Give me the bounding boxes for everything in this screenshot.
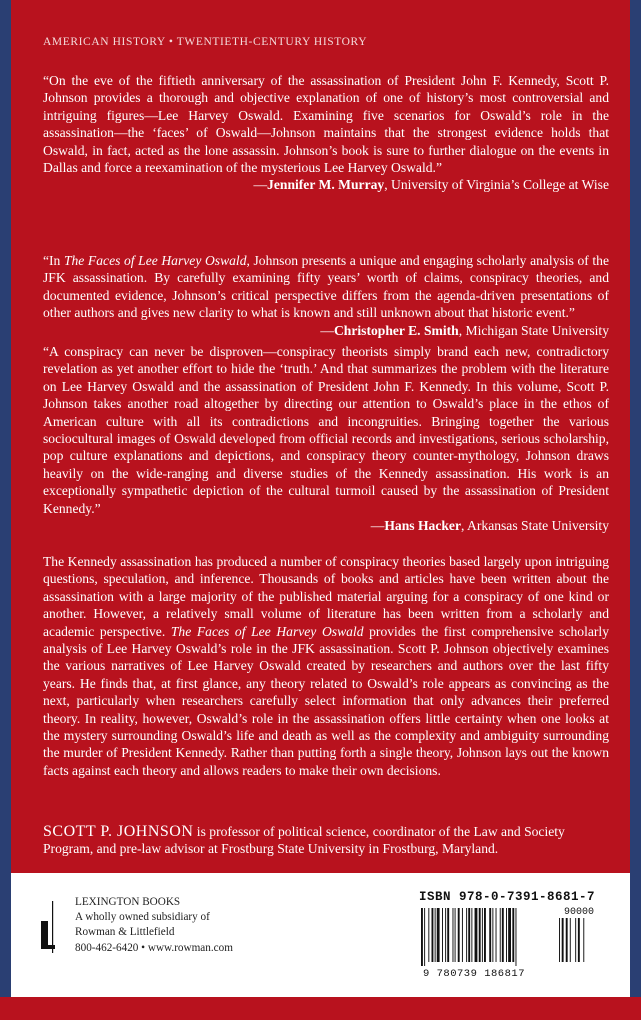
isbn-barcode	[419, 890, 607, 978]
back-cover	[11, 0, 630, 866]
reviewer-affiliation: Michigan State University	[465, 322, 609, 338]
review-quote-2	[43, 252, 609, 339]
quote-text: “On the eve of the fiftieth anniversary of the assassination of President John F. Kennedy, Scott P. Johnson provides a thorough and objective explanation of one of history’s most controversial and intriguing figures—Lee Harvey Oswald. Examining five scenarios for Oswald’s role in the assassination—the ‘faces’ of Oswald—Johnson maintains that the strongest evidence holds that Oswald, in fact, acted as the lone assassin. Johnson’s book is sure to further dialogue on the events in Dallas and force a reexamination of the mysterious Lee Harvey Oswald.”	[43, 73, 609, 176]
author-name: SCOTT P. JOHNSON	[43, 823, 194, 840]
quote-text: “In The Faces of Lee Harvey Oswald, Johnson presents a unique and engaging scholarly analysis of the JFK assassination. By carefully examining fifty years’ worth of claims, conspiracy theories, and documented evidence, Johnson’s critical perspective differs from the agenda-driven presentations of other authors and gives new clarity to what is known and still unknown about that historic event.” —Christopher E. Smith, Michigan State University	[43, 253, 609, 338]
reviewer-affiliation: University of Virginia’s College at Wise	[391, 177, 609, 193]
publisher-line-2: Rowman & Littlefield	[75, 926, 175, 939]
barcode-graphic	[419, 906, 607, 978]
isbn-number: ISBN 978-0-7391-8681-7	[419, 890, 596, 904]
publisher-name: LEXINGTON BOOKS	[75, 896, 181, 908]
reviewer-name: Jennifer M. Murray	[267, 177, 385, 193]
quote-attribution: —Hans Hacker, Arkansas State University	[370, 518, 609, 534]
author-bio-text: is professor of political science, coordinator of the Law and Society Program, and pre-law advisor at Frostburg State University in Frostburg, Maryland.	[43, 824, 565, 857]
review-quote-3	[43, 343, 609, 534]
publisher-info	[75, 895, 233, 956]
reviewer-affiliation: Arkansas State University	[467, 518, 609, 534]
author-bio	[43, 823, 609, 858]
quote-text: “A conspiracy can never be disproven—conspiracy theorists simply brand each new, contradictory revelation as yet another effort to hide the ‘truth.’ And that summarizes the problem with the literature on Lee Harvey Oswald and the assassination of President John F. Kennedy. In this volume, Scott P. Johnson takes another road altogether by directing our attention to Oswald’s place in the ethos of American culture with all its contradictions and incongruities. Bringing together the various sociocultural images of Oswald developed from official records and investigations, serious scholarship, pop culture explanations and depictions, and conspiracy theory counter-mythology, Johnson draws heavily on the wide-ranging and diverse studies of the Kennedy assassination. His work is an exceptionally sympathetic depiction of the cultural turmoil caused by the assassination of President Kennedy.”	[43, 344, 609, 516]
publisher-logo-icon	[41, 901, 57, 953]
book-title: The Faces of Lee Harvey Oswald	[63, 253, 247, 268]
publisher-panel	[11, 873, 630, 997]
left-blue-stripe	[0, 0, 11, 1020]
book-title: The Faces of Lee Harvey Oswald	[170, 623, 364, 639]
barcode-digits: 9 780739 186817	[423, 968, 526, 978]
barcode-bars-addon	[559, 918, 584, 962]
quote-attribution: —Christopher E. Smith, Michigan State University	[320, 322, 609, 338]
review-quote-1	[43, 72, 609, 194]
bottom-red-band	[0, 997, 641, 1020]
book-description	[43, 553, 609, 779]
publisher-line-1: A wholly owned subsidiary of	[75, 911, 210, 924]
reviewer-name: Christopher E. Smith	[333, 322, 459, 338]
publisher-contact: 800-462-6420 • www.rowman.com	[75, 941, 233, 954]
right-blue-stripe	[630, 0, 641, 1020]
reviewer-name: Hans Hacker	[384, 518, 461, 534]
barcode-bars-main	[421, 908, 516, 966]
description-text: The Kennedy assassination has produced a number of conspiracy theories based largely upon intriguing questions, speculation, and inference. Thousands of books and articles have been written about the assassination with a large majority of the published material arguing for a conspiracy of one kind or another. However, a relatively small volume of literature has been written from a scholarly and academic perspective. The Faces of Lee Harvey Oswald provides the first comprehensive scholarly analysis of Lee Harvey Oswald’s role in the JFK assassination. Scott P. Johnson objectively examines the various narratives of Lee Harvey Oswald created by researchers and authors over the last fifty years. He finds that, at first glance, any theory related to Oswald’s role appears as convincing as the next, particularly when researchers carefully select information that only advances their preferred theory. In reality, however, Oswald’s role in the assassination offers little certainty when one looks at the mystery surrounding Oswald’s life and death as well as the complexity and ambiguity surrounding the murder of President Kennedy. Rather than putting forth a single theory, Johnson lays out the known facts against each theory and allows readers to make their own decisions.	[43, 554, 610, 778]
price-code: 90000	[563, 907, 595, 918]
quote-attribution: —Jennifer M. Murray, University of Virginia’s College at Wise	[253, 177, 609, 193]
category-label: AMERICAN HISTORY • TWENTIETH-CENTURY HISTORY	[43, 36, 368, 48]
